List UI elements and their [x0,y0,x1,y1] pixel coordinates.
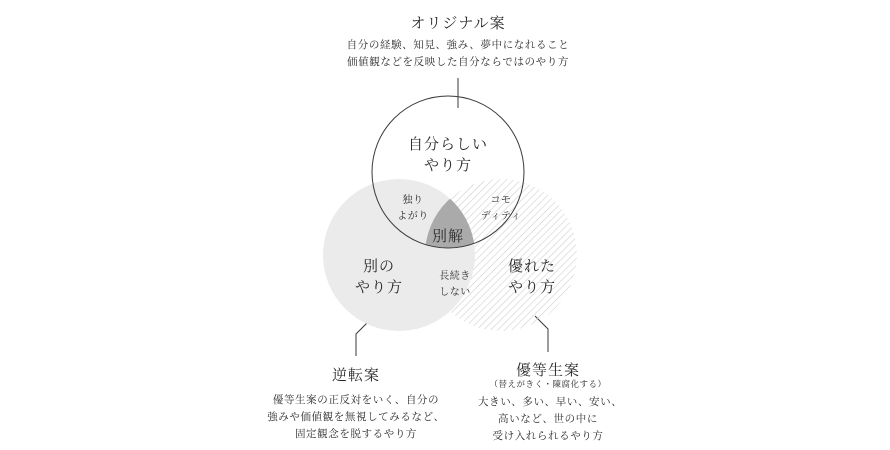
reverse-desc-line-3: 固定観念を脱するやり方 [294,428,418,440]
reverse-leader-line [356,322,368,356]
overlap-top-right-line-1: コモ [490,195,512,206]
reverse-desc-line-2: 強みや価値観を無視してみるなど、 [267,411,445,423]
reverse-desc-line-1: 優等生案の正反対をいく、自分の [272,394,440,406]
reverse-description [256,392,456,443]
right-circle-label-line-2: やり方 [507,278,556,296]
original-desc-line-1: 自分の経験、知見、強み、夢中になれること [346,39,570,51]
top-circle-label-line-1: 自分らしい [407,135,488,153]
overlap-bottom-label [425,269,485,301]
overlap-top-left-line-2: よがり [397,211,429,222]
honor-desc-line-2: 高いなど、世の中に [498,413,598,425]
honor-title: 優等生案 [515,361,580,379]
overlap-top-left-line-1: 独り [402,195,424,206]
honor-desc-line-3: 受け入れられるやり方 [492,430,604,442]
left-circle-label-line-1: 別の [362,257,395,275]
honor-description [478,394,623,445]
overlap-top-left-label [383,193,443,225]
honor-desc-line-1: 大きい、多い、早い、安い、 [478,396,623,408]
original-description [308,37,608,71]
honor-subtitle: （替えがきく・陳腐化する） [489,380,607,390]
center-overlap-label: 別解 [431,227,464,245]
top-circle-label [398,134,498,176]
overlap-top-right-label [471,193,531,225]
overlap-bottom-line-2: しない [439,287,471,298]
overlap-bottom-line-1: 長続き [439,271,471,282]
left-circle-label [339,256,419,298]
right-circle-label-line-1: 優れた [507,257,556,275]
original-title: オリジナル案 [410,14,506,32]
top-circle-label-line-2: やり方 [423,156,472,174]
right-circle-label [492,256,572,298]
left-circle-label-line-2: やり方 [354,278,403,296]
overlap-top-right-line-2: ディティ [480,211,522,222]
original-desc-line-2: 価値観などを反映した自分ならではのやり方 [347,56,569,68]
reverse-title: 逆転案 [331,366,380,384]
